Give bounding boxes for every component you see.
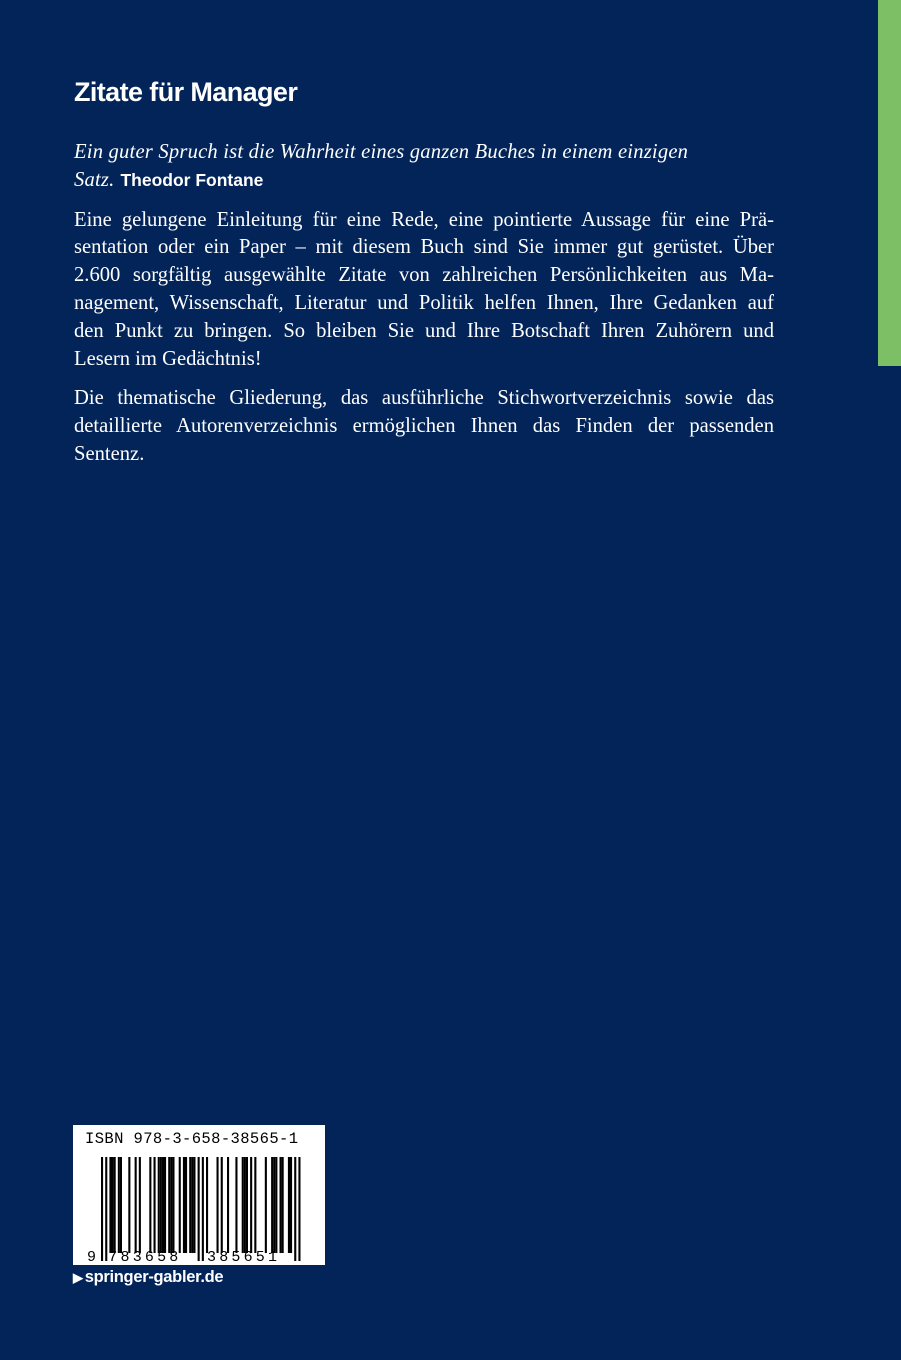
barcode-digits: 385651: [207, 1249, 281, 1265]
barcode-bar: [282, 1157, 284, 1253]
barcode-bar: [109, 1157, 111, 1253]
barcode-bar: [101, 1157, 103, 1261]
barcode-bar: [280, 1157, 282, 1253]
opening-quote: [74, 139, 774, 195]
barcode-bar: [189, 1157, 191, 1253]
isbn-barcode: [73, 1125, 325, 1265]
paragraph-line: den Punkt zu bringen. So bleiben Sie und Ihre Botschaft Ihren Zuhörern und: [74, 319, 774, 342]
barcode-bar: [183, 1157, 185, 1253]
barcode-bar: [158, 1157, 160, 1253]
barcode-bar: [185, 1157, 187, 1253]
barcode-bar: [250, 1157, 252, 1253]
barcode-bar: [105, 1157, 107, 1261]
barcode-bar: [254, 1157, 256, 1253]
barcode-bar: [244, 1157, 246, 1253]
barcode-bar: [294, 1157, 296, 1261]
barcode-bar: [139, 1157, 141, 1253]
barcode-bar: [288, 1157, 290, 1253]
barcode-bar: [168, 1157, 170, 1253]
publisher-website[interactable]: [73, 1268, 223, 1287]
website-url: springer-gabler.de: [84, 1268, 224, 1286]
barcode-bar: [191, 1157, 193, 1253]
arrow-right-icon: ▶: [73, 1270, 83, 1285]
barcode-bar: [265, 1157, 267, 1253]
barcode-icon: [73, 1125, 325, 1265]
barcode-bar: [202, 1157, 204, 1261]
description-paragraph-2: [74, 385, 774, 468]
barcode-bar: [149, 1157, 151, 1253]
barcode-bar: [128, 1157, 130, 1253]
quote-line-2: Satz.: [74, 168, 115, 191]
barcode-digits: 783658: [108, 1249, 182, 1265]
description-paragraph-1: [74, 207, 774, 374]
paragraph-line: Eine gelungene Einleitung für eine Rede, eine pointierte Aussage für eine Prä-: [74, 208, 774, 231]
paragraph-line: Sentenz.: [74, 442, 145, 465]
barcode-bar: [164, 1157, 166, 1253]
barcode-bar: [271, 1157, 273, 1253]
paragraph-line: 2.600 sorgfältig ausgewählte Zitate von zahlreichen Persönlichkeiten aus Ma-: [74, 264, 774, 287]
barcode-bar: [298, 1157, 300, 1261]
barcode-bar: [221, 1157, 223, 1253]
quote-author: Theodor Fontane: [120, 169, 264, 190]
barcode-bar: [242, 1157, 244, 1253]
paragraph-line: Die thematische Gliederung, das ausführliche Stichwortverzeichnis sowie das: [74, 387, 774, 410]
barcode-bar: [179, 1157, 181, 1253]
paragraph-line: detaillierte Autorenverzeichnis ermöglichen Ihnen das Finden der passenden: [74, 415, 774, 438]
book-title: Zitate für Manager: [74, 77, 298, 107]
barcode-bar: [154, 1157, 156, 1253]
barcode-bar: [275, 1157, 277, 1253]
paragraph-line: nagement, Wissenschaft, Literatur und Politik helfen Ihnen, Ihre Gedanken auf: [74, 291, 774, 314]
paragraph-line: Lesern im Gedächtnis!: [74, 347, 262, 370]
barcode-bar: [217, 1157, 219, 1253]
barcode-bar: [160, 1157, 162, 1253]
barcode-bar: [193, 1157, 195, 1253]
barcode-bar: [170, 1157, 172, 1253]
barcode-bar: [227, 1157, 229, 1253]
barcode-bar: [120, 1157, 122, 1253]
barcode-bar: [206, 1157, 208, 1253]
barcode-bar: [290, 1157, 292, 1253]
isbn-label: ISBN 978-3-658-38565-1: [85, 1130, 299, 1148]
green-accent-strip: [878, 0, 901, 366]
barcode-bar: [162, 1157, 164, 1253]
barcode-bar: [246, 1157, 248, 1253]
back-cover-text: [74, 139, 774, 481]
barcode-bar: [273, 1157, 275, 1253]
barcode-bar: [135, 1157, 137, 1253]
paragraph-line: sentation oder ein Paper – mit diesem Buch sind Sie immer gut gerüstet. Über: [74, 236, 774, 259]
barcode-bar: [198, 1157, 200, 1261]
barcode-digits: 9: [87, 1249, 97, 1265]
quote-line-1: Ein guter Spruch ist die Wahrheit eines ganzen Buches in einem einzigen: [74, 141, 689, 163]
barcode-bar: [172, 1157, 174, 1253]
barcode-bar: [235, 1157, 237, 1253]
barcode-bar: [112, 1157, 114, 1253]
barcode-bar: [118, 1157, 120, 1253]
barcode-bar: [114, 1157, 116, 1253]
